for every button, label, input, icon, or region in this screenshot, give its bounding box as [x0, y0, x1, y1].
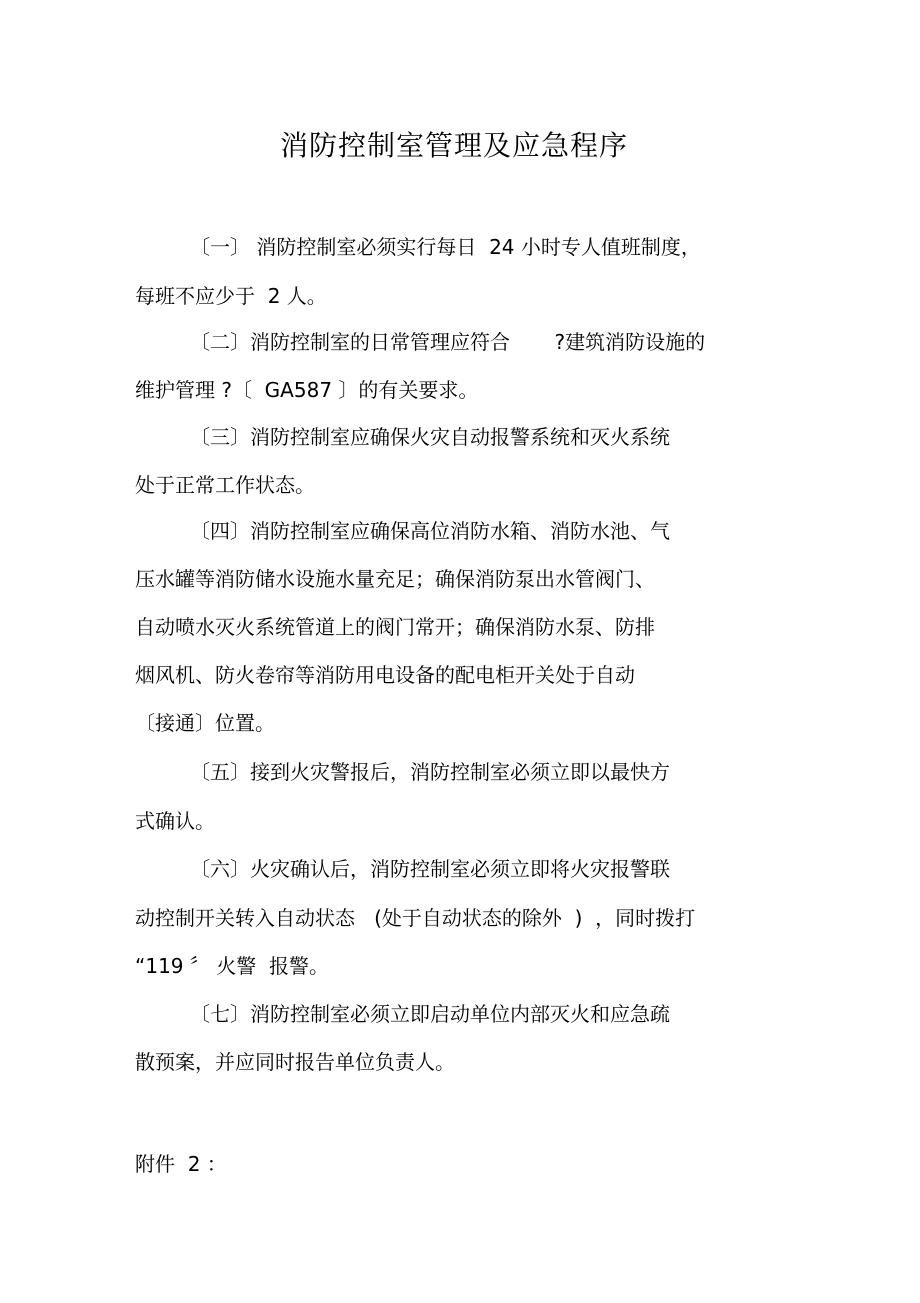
paragraph-6-line-3: “119 〞 火警 报警。 [135, 954, 329, 978]
paragraph-2-line-2: 维护管理 ?〔 GA587 〕的有关要求。 [135, 378, 479, 402]
paragraph-4-line-5: 〔接通〕位置。 [135, 711, 275, 735]
paragraph-7-line-1: 〔七〕消防控制室必须立即启动单位内部灭火和应急疏 [190, 1002, 670, 1026]
paragraph-4-line-1: 〔四〕消防控制室应确保高位消防水箱、消防水池、气 [190, 519, 670, 543]
paragraph-1-line-2: 每班不应少于 2 人。 [135, 284, 327, 308]
paragraph-4-line-4: 烟风机、防火卷帘等消防用电设备的配电柜开关处于自动 [135, 663, 635, 687]
paragraph-1-line-1: 〔一〕 消防控制室必须实行每日 24 小时专人值班制度， [190, 235, 701, 259]
paragraph-6-line-2: 动控制开关转入自动状态 (处于自动状态的除外 ) ，同时拨打 [135, 906, 696, 930]
paragraph-3-line-1: 〔三〕消防控制室应确保火灾自动报警系统和灭火系统 [190, 425, 670, 449]
paragraph-5-line-2: 式确认。 [135, 809, 215, 833]
paragraph-4-line-2: 压水罐等消防储水设施水量充足；确保消防泵出水管阀门、 [135, 567, 655, 591]
paragraph-7-line-2: 散预案，并应同时报告单位负责人。 [135, 1050, 455, 1074]
paragraph-2-line-1: 〔二〕消防控制室的日常管理应符合 ?建筑消防设施的 [190, 330, 706, 354]
paragraph-6-line-1: 〔六〕火灾确认后，消防控制室必须立即将火灾报警联 [190, 857, 670, 881]
attachment-label: 附件 2 ： [135, 1152, 227, 1176]
paragraph-3-line-2: 处于正常工作状态。 [135, 473, 315, 497]
paragraph-4-line-3: 自动喷水灭火系统管道上的阀门常开；确保消防水泵、防排 [135, 615, 655, 639]
paragraph-5-line-1: 〔五〕接到火灾警报后，消防控制室必须立即以最快方 [190, 760, 670, 784]
document-title: 消防控制室管理及应急程序 [279, 129, 628, 162]
